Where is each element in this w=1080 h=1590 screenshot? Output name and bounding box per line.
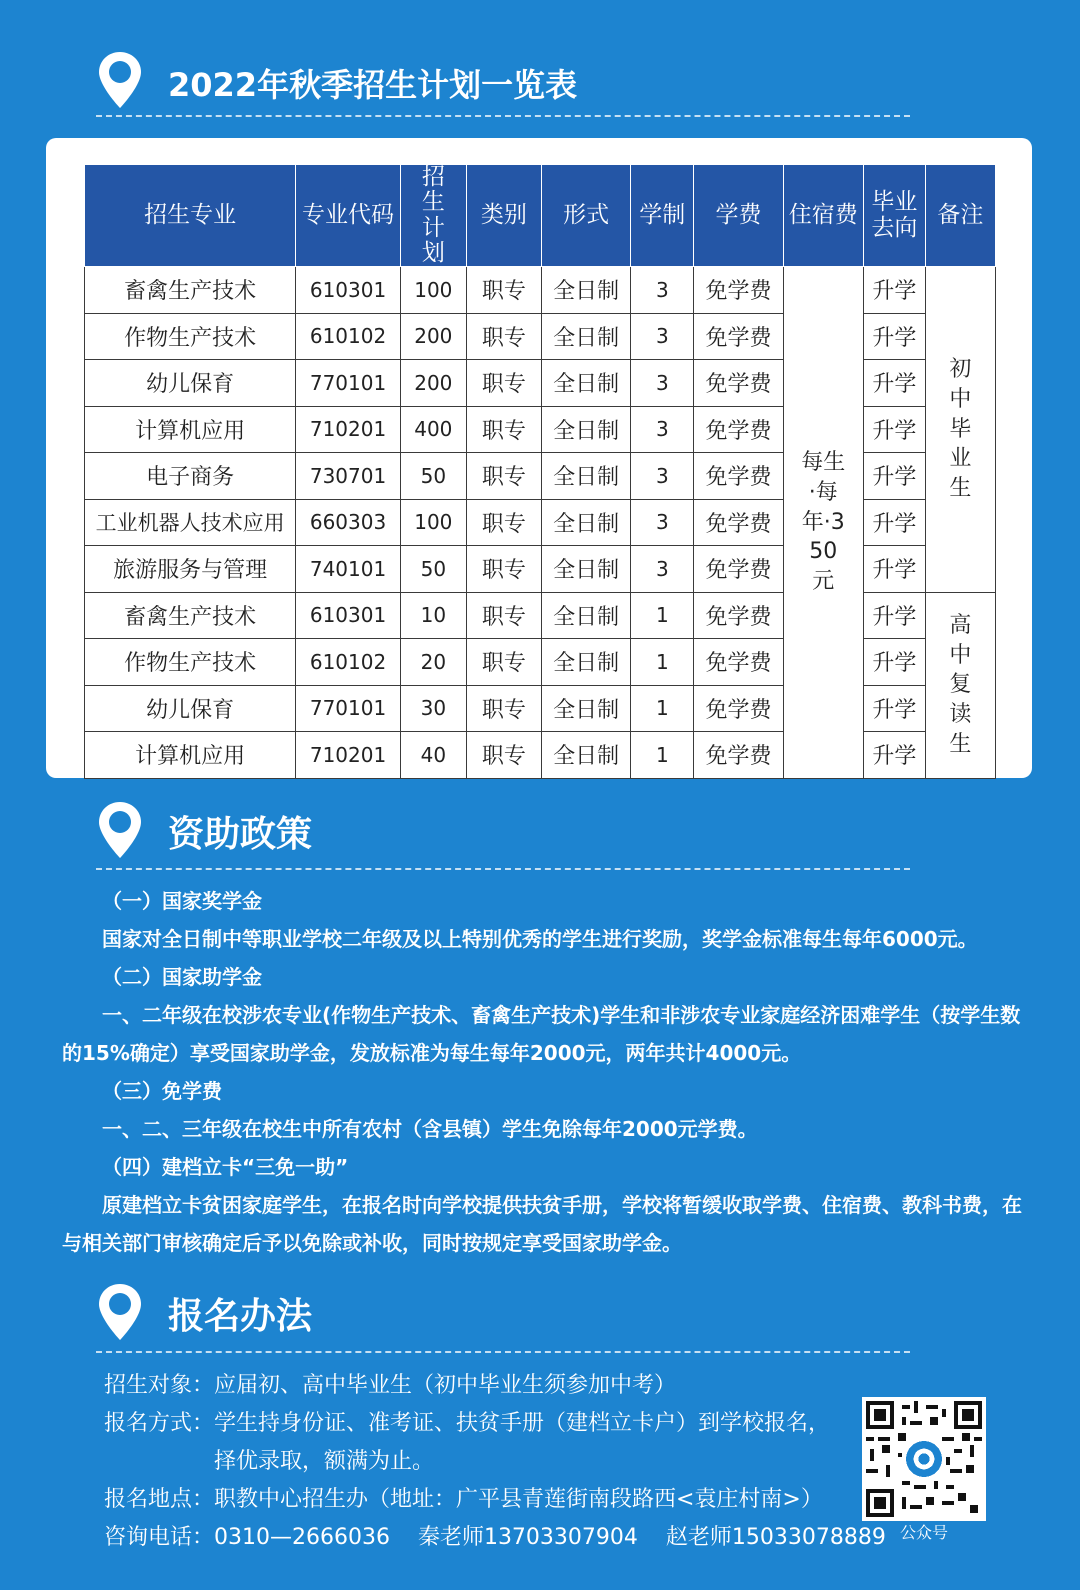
- cell-form: 全日制: [541, 406, 630, 453]
- header-form: 形式: [541, 165, 630, 267]
- reg-label: 报名地点：: [104, 1487, 215, 1512]
- cell-duration: 1: [631, 639, 694, 686]
- cell-code: 660303: [296, 499, 401, 546]
- header-remark: 备注: [925, 165, 995, 267]
- cell-remark-junior: 初中毕业生: [925, 267, 995, 593]
- cell-major: 电子商务: [85, 453, 296, 500]
- cell-duration: 3: [631, 360, 694, 407]
- cell-code: 710201: [296, 732, 401, 779]
- cell-quota: 20: [400, 639, 466, 686]
- header-code: 专业代码: [296, 165, 401, 267]
- cell-tuition: 免学费: [694, 546, 783, 593]
- header-quota: 招生计划: [400, 165, 466, 267]
- policy-paragraph: 原建档立卡贫困家庭学生，在报名时向学校提供扶贫手册，学校将暂缓收取学费、住宿费、教科书费，在与相关部门审核确定后予以免除或补收，同时按规定享受国家助学金。: [62, 1193, 1022, 1255]
- cell-duration: 3: [631, 546, 694, 593]
- cell-major: 旅游服务与管理: [85, 546, 296, 593]
- cell-major: 幼儿保育: [85, 685, 296, 732]
- cell-code: 610102: [296, 639, 401, 686]
- cell-quota: 400: [400, 406, 466, 453]
- policy-heading: （三）免学费: [102, 1079, 222, 1103]
- cell-major: 作物生产技术: [85, 639, 296, 686]
- divider: [96, 115, 910, 117]
- location-pin-icon: [96, 50, 144, 110]
- cell-form: 全日制: [541, 313, 630, 360]
- cell-destination: 升学: [863, 313, 925, 360]
- cell-duration: 3: [631, 499, 694, 546]
- enrollment-plan-table: [84, 164, 996, 779]
- cell-code: 710201: [296, 406, 401, 453]
- cell-category: 职专: [466, 546, 541, 593]
- cell-form: 全日制: [541, 453, 630, 500]
- cell-destination: 升学: [863, 499, 925, 546]
- cell-major: 计算机应用: [85, 406, 296, 453]
- cell-category: 职专: [466, 313, 541, 360]
- registration-info: [104, 1367, 886, 1557]
- cell-destination: 升学: [863, 592, 925, 639]
- policy-paragraph: 一、二年级在校涉农专业(作物生产技术、畜禽生产技术)学生和非涉农专业家庭经济困难学生（按学生数的15%确定）享受国家助学金，发放标准为每生每年2000元，两年共计4000元。: [62, 1003, 1021, 1065]
- cell-duration: 3: [631, 453, 694, 500]
- cell-destination: 升学: [863, 406, 925, 453]
- cell-code: 730701: [296, 453, 401, 500]
- cell-duration: 3: [631, 313, 694, 360]
- cell-category: 职专: [466, 592, 541, 639]
- header-category: 类别: [466, 165, 541, 267]
- cell-quota: 40: [400, 732, 466, 779]
- qr-caption: 公众号: [899, 1523, 948, 1542]
- location-pin-icon: [96, 1282, 144, 1342]
- location-pin-icon: [96, 800, 144, 860]
- cell-destination: 升学: [863, 685, 925, 732]
- cell-tuition: 免学费: [694, 592, 783, 639]
- policy-paragraph: 国家对全日制中等职业学校二年级及以上特别优秀的学生进行奖励，奖学金标准每生每年6000元。: [102, 927, 978, 951]
- reg-phone-row: [104, 1519, 886, 1557]
- cell-tuition: 免学费: [694, 685, 783, 732]
- policy-heading: （二）国家助学金: [102, 965, 262, 989]
- cell-destination: 升学: [863, 639, 925, 686]
- cell-dorm-fee: 每生·每年·350元: [783, 267, 863, 779]
- cell-tuition: 免学费: [694, 313, 783, 360]
- cell-major: 畜禽生产技术: [85, 267, 296, 314]
- cell-duration: 1: [631, 685, 694, 732]
- table-row: [85, 267, 996, 314]
- reg-place-row: [104, 1481, 864, 1519]
- cell-form: 全日制: [541, 639, 630, 686]
- cell-destination: 升学: [863, 732, 925, 779]
- cell-tuition: 免学费: [694, 453, 783, 500]
- cell-category: 职专: [466, 267, 541, 314]
- cell-quota: 50: [400, 546, 466, 593]
- reg-value-continued: 择优录取，额满为止。: [214, 1449, 435, 1474]
- cell-category: 职专: [466, 453, 541, 500]
- header-dorm-fee: 住宿费: [783, 165, 863, 267]
- cell-form: 全日制: [541, 732, 630, 779]
- cell-category: 职专: [466, 406, 541, 453]
- reg-value: 职教中心招生办（地址：广平县青莲街南段路西<袁庄村南>）: [214, 1487, 823, 1512]
- cell-code: 740101: [296, 546, 401, 593]
- cell-destination: 升学: [863, 360, 925, 407]
- cell-quota: 100: [400, 267, 466, 314]
- table-header-row: [85, 165, 996, 267]
- reg-label: 报名方式：: [104, 1411, 215, 1436]
- cell-major: 计算机应用: [85, 732, 296, 779]
- cell-code: 610102: [296, 313, 401, 360]
- cell-major: 作物生产技术: [85, 313, 296, 360]
- cell-quota: 30: [400, 685, 466, 732]
- cell-category: 职专: [466, 685, 541, 732]
- cell-tuition: 免学费: [694, 267, 783, 314]
- reg-target-row: [104, 1367, 864, 1405]
- cell-remark-senior: 高中复读生: [925, 592, 995, 778]
- cell-duration: 3: [631, 406, 694, 453]
- cell-category: 职专: [466, 360, 541, 407]
- cell-form: 全日制: [541, 685, 630, 732]
- cell-form: 全日制: [541, 546, 630, 593]
- cell-quota: 200: [400, 360, 466, 407]
- cell-form: 全日制: [541, 499, 630, 546]
- cell-tuition: 免学费: [694, 406, 783, 453]
- cell-tuition: 免学费: [694, 360, 783, 407]
- policy-paragraph: 一、二、三年级在校生中所有农村（含县镇）学生免除每年2000元学费。: [102, 1117, 758, 1141]
- cell-form: 全日制: [541, 267, 630, 314]
- aid-policy-text: [62, 882, 1022, 1262]
- cell-quota: 10: [400, 592, 466, 639]
- cell-category: 职专: [466, 732, 541, 779]
- header-major: 招生专业: [85, 165, 296, 267]
- cell-duration: 3: [631, 267, 694, 314]
- cell-code: 610301: [296, 267, 401, 314]
- reg-value: 学生持身份证、准考证、扶贫手册（建档立卡户）到学校报名，: [214, 1411, 831, 1436]
- cell-code: 770101: [296, 685, 401, 732]
- cell-major: 工业机器人技术应用: [85, 499, 296, 546]
- cell-category: 职专: [466, 499, 541, 546]
- cell-destination: 升学: [863, 546, 925, 593]
- cell-tuition: 免学费: [694, 639, 783, 686]
- cell-major: 幼儿保育: [85, 360, 296, 407]
- divider: [96, 1351, 910, 1353]
- cell-duration: 1: [631, 592, 694, 639]
- reg-label: 咨询电话：: [104, 1525, 215, 1550]
- cell-destination: 升学: [863, 267, 925, 314]
- header-tuition: 学费: [694, 165, 783, 267]
- cell-form: 全日制: [541, 592, 630, 639]
- cell-category: 职专: [466, 639, 541, 686]
- reg-label: 招生对象：: [104, 1373, 215, 1398]
- cell-tuition: 免学费: [694, 732, 783, 779]
- cell-destination: 升学: [863, 453, 925, 500]
- cell-quota: 200: [400, 313, 466, 360]
- cell-code: 770101: [296, 360, 401, 407]
- cell-code: 610301: [296, 592, 401, 639]
- reg-value: 应届初、高中毕业生（初中毕业生须参加中考）: [214, 1373, 677, 1398]
- reg-value: 0310—2666036 秦老师13703307904 赵老师15033078889: [214, 1525, 886, 1550]
- cell-tuition: 免学费: [694, 499, 783, 546]
- reg-method-row: [104, 1405, 864, 1443]
- divider: [96, 868, 910, 870]
- plan-section-title: 2022年秋季招生计划一览表: [168, 66, 578, 104]
- cell-duration: 1: [631, 732, 694, 779]
- policy-heading: （一）国家奖学金: [102, 889, 262, 913]
- registration-section-title: 报名办法: [168, 1296, 313, 1337]
- aid-section-title: 资助政策: [168, 814, 313, 855]
- header-destination: 毕业去向: [863, 165, 925, 267]
- cell-quota: 50: [400, 453, 466, 500]
- cell-form: 全日制: [541, 360, 630, 407]
- qr-code-icon[interactable]: [862, 1397, 986, 1521]
- policy-heading: （四）建档立卡“三免一助”: [102, 1155, 349, 1179]
- cell-quota: 100: [400, 499, 466, 546]
- cell-major: 畜禽生产技术: [85, 592, 296, 639]
- header-duration: 学制: [631, 165, 694, 267]
